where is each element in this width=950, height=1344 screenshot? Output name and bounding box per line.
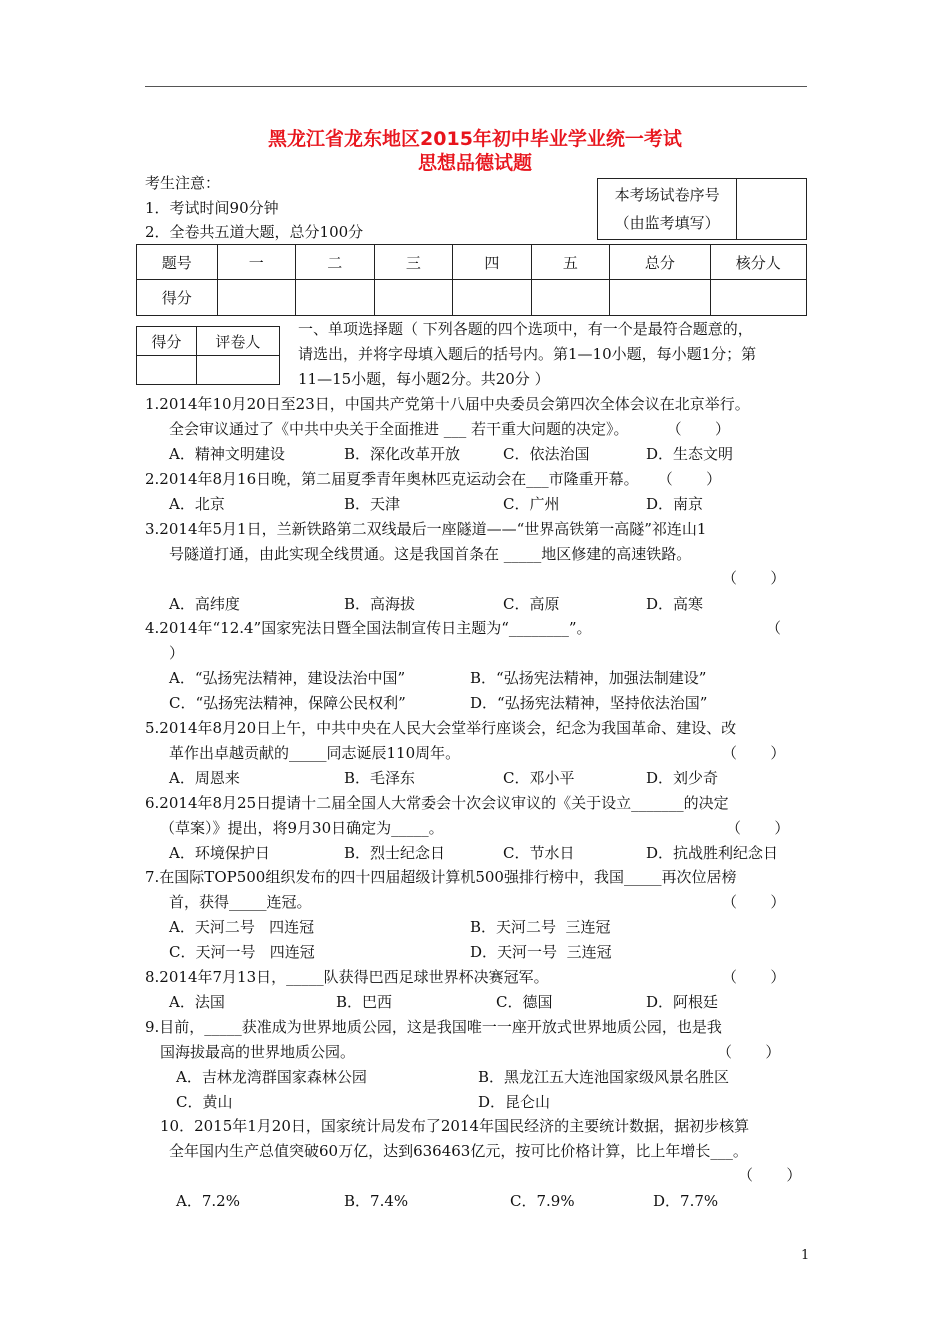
score-cell[interactable]	[296, 280, 375, 316]
q5-option-d[interactable]: D．刘少奇	[646, 769, 719, 787]
score-cell[interactable]	[710, 280, 806, 316]
q3-stem-2: 号隧道打通，由此实现全线贯通。这是我国首条在 _____地区修建的高速铁路。	[169, 545, 692, 563]
q10-option-a[interactable]: A．7.2%	[176, 1192, 240, 1210]
q1-option-c[interactable]: C．依法治国	[503, 445, 590, 463]
q8-stem-1: 8.2014年7月13日，_____队获得巴西足球世界杯决赛冠军。	[145, 968, 549, 986]
seat-number-box	[597, 178, 807, 240]
score-table	[136, 244, 807, 316]
q4-stem-1: 4.2014年“12.4”国家宪法日暨全国法制宣传日主题为“________”。	[145, 619, 592, 637]
q9-stem-1: 9.目前，_____获准成为世界地质公园，这是我国唯一一座开放式世界地质公园，也是我	[145, 1018, 722, 1036]
q8-answer-paren[interactable]: （ ）	[722, 968, 786, 986]
q6-option-c[interactable]: C．节水日	[503, 844, 575, 862]
q7-option-b[interactable]: B．天河二号 三连冠	[470, 918, 611, 936]
notice-heading: 考生注意：	[145, 174, 221, 192]
q10-stem-2: 全年国内生产总值突破60万亿，达到636463亿元，按可比价格计算，比上年增长___。	[169, 1142, 748, 1160]
q6-option-b[interactable]: B．烈士纪念日	[344, 844, 446, 862]
grader-score-label: 得分	[137, 327, 197, 356]
score-header: 二	[296, 245, 375, 280]
q6-answer-paren[interactable]: （ ）	[726, 819, 790, 837]
score-cell[interactable]	[531, 280, 610, 316]
q3-option-c[interactable]: C．高原	[503, 595, 560, 613]
q4-paren-close[interactable]: ）	[169, 644, 185, 662]
grader-score-cell[interactable]	[137, 356, 197, 385]
score-header: 题号	[137, 245, 218, 280]
score-header: 总分	[610, 245, 710, 280]
score-header: 四	[453, 245, 532, 280]
q1-option-b[interactable]: B．深化改革开放	[344, 445, 461, 463]
seat-number-label	[598, 179, 737, 240]
grader-name-cell[interactable]	[196, 356, 279, 385]
q5-stem-1: 5.2014年8月20日上午，中共中央在人民大会堂举行座谈会，纪念为我国革命、建设、改	[145, 719, 737, 737]
page-number: 1	[801, 1248, 810, 1263]
q2-option-a[interactable]: A．北京	[169, 495, 225, 513]
q1-option-a[interactable]: A．精神文明建设	[169, 445, 285, 463]
q1-option-d[interactable]: D．生态文明	[646, 445, 734, 463]
q10-option-d[interactable]: D．7.7%	[653, 1192, 719, 1210]
score-header: 核分人	[710, 245, 806, 280]
score-row-label: 得分	[137, 280, 218, 316]
notice-item-1: 1．考试时间90分钟	[145, 199, 279, 217]
q10-option-b[interactable]: B．7.4%	[344, 1192, 409, 1210]
score-cell[interactable]	[453, 280, 532, 316]
score-cell[interactable]	[217, 280, 296, 316]
q9-option-c[interactable]: C．黄山	[176, 1093, 233, 1111]
q4-option-b[interactable]: B．“弘扬宪法精神，加强法制建设”	[470, 669, 707, 687]
q4-option-a[interactable]: A．“弘扬宪法精神，建设法治中国”	[169, 669, 406, 687]
q8-option-b[interactable]: B．巴西	[336, 993, 393, 1011]
exam-subtitle: 思想品德试题	[417, 152, 532, 174]
section1-instructions-1: 一、单项选择题（ 下列各题的四个选项中，有一个是最符合题意的，	[298, 320, 753, 338]
q3-option-b[interactable]: B．高海拔	[344, 595, 416, 613]
q7-stem-2: 首，获得_____连冠。	[169, 893, 312, 911]
q7-option-d[interactable]: D．天河一号 三连冠	[470, 943, 612, 961]
q6-option-d[interactable]: D．抗战胜利纪念日	[646, 844, 779, 862]
score-header: 一	[217, 245, 296, 280]
section1-instructions-3: 11—15小题，每小题2分。共20分 ）	[298, 370, 550, 388]
q5-option-c[interactable]: C．邓小平	[503, 769, 575, 787]
score-cell[interactable]	[610, 280, 710, 316]
q4-paren-open[interactable]: （	[766, 619, 782, 637]
q8-option-d[interactable]: D．阿根廷	[646, 993, 719, 1011]
q7-stem-1: 7.在国际TOP500组织发布的四十四届超级计算机500强排行榜中，我国_____再次位居榜	[145, 868, 737, 886]
q2-option-d[interactable]: D．南京	[646, 495, 704, 513]
q9-answer-paren[interactable]: （ ）	[717, 1043, 781, 1061]
q5-stem-2: 革作出卓越贡献的_____同志诞辰110周年。	[169, 744, 461, 762]
grader-box	[136, 326, 280, 385]
q2-option-c[interactable]: C．广州	[503, 495, 560, 513]
q10-option-c[interactable]: C．7.9%	[510, 1192, 575, 1210]
q1-stem-1: 1.2014年10月20日至23日，中国共产党第十八届中央委员会第四次全体会议在北京举行。	[145, 395, 750, 413]
q4-option-d[interactable]: D．“弘扬宪法精神，坚持依法治国”	[470, 694, 708, 712]
q3-stem-1: 3.2014年5月1日，兰新铁路第二双线最后一座隧道——“世界高铁第一高隧”祁连山1	[145, 520, 707, 538]
score-header: 三	[374, 245, 453, 280]
q6-stem-2: （草案）》提出，将9月30日确定为_____。	[160, 819, 444, 837]
q9-option-d[interactable]: D．昆仑山	[478, 1093, 551, 1111]
q2-option-b[interactable]: B．天津	[344, 495, 401, 513]
q3-option-d[interactable]: D．高寒	[646, 595, 704, 613]
q5-answer-paren[interactable]: （ ）	[722, 744, 786, 762]
q5-option-b[interactable]: B．毛泽东	[344, 769, 416, 787]
q8-option-c[interactable]: C．德国	[496, 993, 553, 1011]
header-rule	[145, 86, 807, 87]
q3-option-a[interactable]: A．高纬度	[169, 595, 240, 613]
q6-option-a[interactable]: A．环境保护日	[169, 844, 270, 862]
q10-stem-1: 10．2015年1月20日，国家统计局发布了2014年国民经济的主要统计数据，据初步核算	[160, 1117, 750, 1135]
q8-option-a[interactable]: A．法国	[169, 993, 225, 1011]
q10-answer-paren[interactable]: （ ）	[738, 1166, 802, 1184]
grader-name-label: 评卷人	[196, 327, 279, 356]
score-cell[interactable]	[374, 280, 453, 316]
q4-option-c[interactable]: C．“弘扬宪法精神，保障公民权利”	[169, 694, 406, 712]
seat-number-line1: 本考场试卷序号	[614, 186, 720, 204]
q1-stem-2: 全会审议通过了《中共中央关于全面推进 ___ 若干重大问题的决定》。 （ ）	[169, 420, 731, 438]
seat-number-cell[interactable]	[737, 179, 807, 240]
q5-option-a[interactable]: A．周恩来	[169, 769, 240, 787]
notice-item-2: 2．全卷共五道大题，总分100分	[145, 223, 364, 241]
score-header: 五	[531, 245, 610, 280]
q6-stem-1: 6.2014年8月25日提请十二届全国人大常委会十次会议审议的《关于设立_______的决定	[145, 794, 729, 812]
exam-title: 黑龙江省龙东地区2015年初中毕业学业统一考试	[268, 128, 682, 150]
q9-option-a[interactable]: A．吉林龙湾群国家森林公园	[176, 1068, 367, 1086]
q9-stem-2: 国海拔最高的世界地质公园。	[160, 1043, 356, 1061]
q3-answer-paren[interactable]: （ ）	[722, 569, 786, 587]
section1-instructions-2: 请选出，并将字母填入题后的括号内。第1—10小题，每小题1分；第	[298, 345, 757, 363]
q7-option-c[interactable]: C．天河一号 四连冠	[169, 943, 315, 961]
q7-answer-paren[interactable]: （ ）	[722, 893, 786, 911]
q2-stem-1: 2.2014年8月16日晚，第二届夏季青年奥林匹克运动会在___市隆重开幕。 （ ）	[145, 470, 722, 488]
seat-number-line2: （由监考填写）	[614, 214, 720, 232]
q7-option-a[interactable]: A．天河二号 四连冠	[169, 918, 315, 936]
q9-option-b[interactable]: B．黑龙江五大连池国家级风景名胜区	[478, 1068, 730, 1086]
